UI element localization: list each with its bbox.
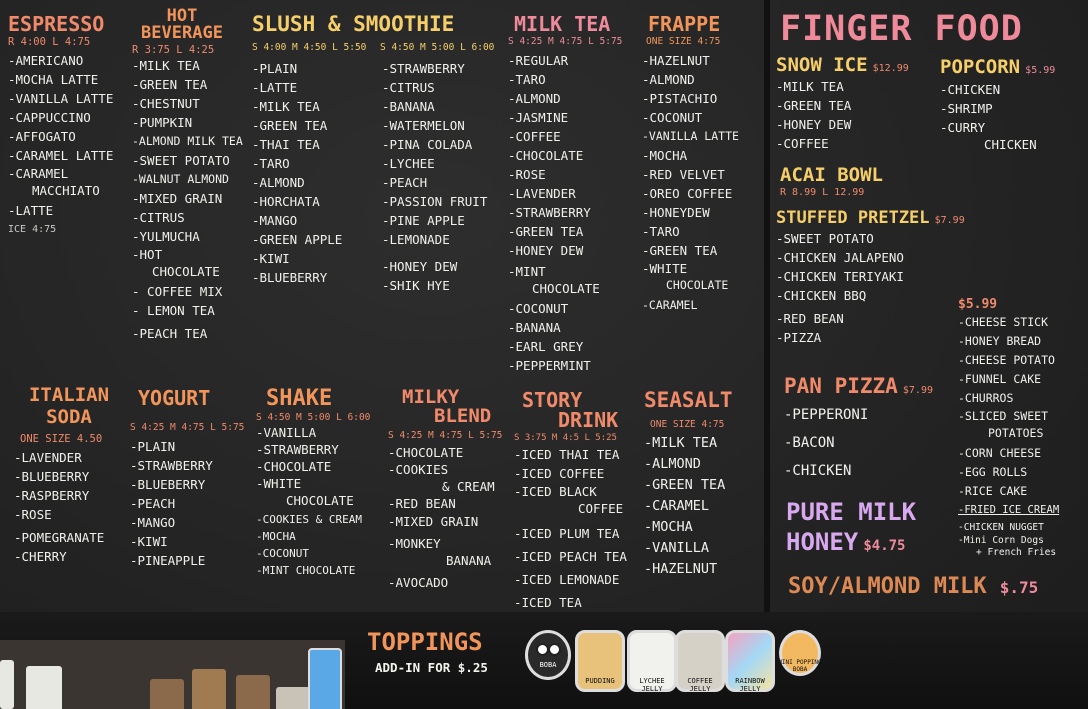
list-item: -COCONUT — [508, 301, 569, 316]
milk-tea-title: MILK TEA — [514, 12, 611, 36]
milky-list — [388, 444, 502, 592]
list-item: -SHIK HYE — [382, 278, 450, 293]
list-item: -RASPBERRY — [14, 488, 90, 503]
snacks-section — [958, 298, 1059, 561]
snow-ice-title: SNOW ICE — [776, 54, 868, 76]
yogurt-list — [130, 437, 244, 570]
shake-section — [256, 388, 370, 579]
list-item: -COOKIES — [388, 462, 449, 477]
list-item: -KIWI — [130, 534, 168, 549]
story-drink-section — [514, 390, 634, 614]
list-item: -RED BEAN — [776, 311, 844, 326]
list-item: -ROSE — [508, 167, 546, 182]
list-item: -SHRIMP — [940, 101, 993, 116]
list-item: -LAVENDER — [508, 186, 576, 201]
board-divider — [764, 0, 770, 640]
list-item: -CHEESE POTATO — [958, 353, 1055, 367]
title-line: MILKY — [402, 386, 460, 408]
coffee-jelly-icon — [675, 630, 725, 692]
item-line: COFFEE — [578, 501, 624, 516]
cup-stack — [192, 669, 226, 709]
honey-row — [786, 530, 916, 554]
espresso-title: ESPRESSO — [8, 12, 105, 36]
soy-section — [788, 576, 1038, 598]
pan-pizza-section — [784, 376, 933, 485]
pretzel-price: $7.99 — [934, 215, 965, 226]
hot-beverage-title — [132, 8, 232, 42]
snow-ice-price: $12.99 — [872, 63, 909, 74]
list-item: -ROSE — [14, 507, 52, 522]
list-item: -PEACH — [382, 175, 428, 190]
list-item: -JASMINE — [508, 110, 569, 125]
pure-milk-title: PURE MILK — [786, 498, 917, 526]
frappe-title: FRAPPE — [648, 12, 721, 36]
list-item: -VANILLA LATTE — [642, 129, 739, 143]
item-line: -WHITE — [256, 476, 302, 491]
list-item: -PUMPKIN — [132, 115, 193, 130]
list-item: -KIWI — [252, 251, 290, 266]
list-item: -HAZELNUT — [644, 561, 718, 577]
list-item: -STRAWBERRY — [130, 458, 213, 473]
list-item: -LATTE — [252, 80, 298, 95]
list-item — [8, 165, 113, 199]
list-item: -GREEN TEA — [508, 224, 584, 239]
title-line: BEVERAGE — [141, 23, 223, 43]
list-item: -PINA COLADA — [382, 137, 473, 152]
item-line: -WHITE — [642, 261, 688, 276]
yogurt-section — [130, 388, 244, 570]
list-item: -PLAIN — [130, 439, 176, 454]
list-item: -VANILLA — [644, 540, 710, 556]
frappe-price: ONE SIZE 4:75 — [646, 36, 721, 47]
list-item: -PIZZA — [776, 330, 822, 345]
list-item: -HONEY BREAD — [958, 334, 1042, 348]
list-item: -CARAMEL LATTE — [8, 148, 114, 163]
list-item: -COFFEE — [776, 136, 829, 151]
list-item: -HONEY DEW — [508, 243, 584, 258]
list-item: -GREEN TEA — [642, 243, 718, 258]
pretzel-title: STUFFED PRETZEL — [776, 208, 930, 228]
list-item: -CHESTNUT — [132, 96, 200, 111]
title-line: ITALIAN — [28, 384, 110, 406]
acai-price: R 8.99 L 12.99 — [780, 187, 865, 198]
list-item: -ALMOND MILK TEA — [132, 134, 243, 148]
list-item: -RED BEAN — [388, 496, 456, 511]
pan-pizza-list — [784, 401, 933, 485]
pan-pizza-price: $7.99 — [902, 385, 933, 396]
list-item: -PASSION FRUIT — [382, 194, 488, 209]
list-item: -PLAIN — [252, 61, 298, 76]
title-line: DRINK — [558, 408, 619, 432]
popcorn-list — [940, 80, 1055, 154]
topping-label: PUDDING — [585, 677, 615, 685]
snow-ice-section — [776, 56, 909, 153]
milk-tea-price: S 4:25 M 4:75 L 5:75 — [508, 36, 623, 47]
shake-list — [256, 424, 370, 579]
yogurt-title: YOGURT — [138, 386, 211, 410]
list-item: -PEPPERMINT — [508, 358, 591, 373]
cup-stack — [236, 675, 270, 709]
list-item: -PEPPERONI — [784, 407, 869, 423]
slush-price-b: S 4:50 M 5:00 L 6:00 — [380, 42, 495, 53]
list-item: -CURRY — [940, 120, 986, 135]
list-item: -HONEYDEW — [642, 205, 710, 220]
list-item: -BLUEBERRY — [130, 477, 206, 492]
list-item: -STRAWBERRY — [256, 442, 339, 457]
paper-cup — [0, 660, 14, 709]
pretzel-section — [776, 208, 965, 347]
cup-stack — [276, 687, 310, 709]
seasalt-price: ONE SIZE 4:75 — [650, 419, 725, 430]
item-line: -CARAMEL — [8, 166, 69, 181]
popping-boba-icon — [779, 630, 821, 676]
list-item: -COCONUT — [642, 110, 703, 125]
list-item: -WATERMELON — [382, 118, 465, 133]
list-item: -GREEN TEA — [776, 98, 852, 113]
topping-label: COFFEE JELLY — [687, 677, 713, 693]
list-item: -AFFOGATO — [8, 129, 76, 144]
list-item: -CHICKEN — [784, 463, 852, 479]
list-item: -LYCHEE — [382, 156, 435, 171]
list-item: -GREEN TEA — [644, 477, 726, 493]
snacks-list — [958, 313, 1059, 559]
espresso-price: R 4:00 L 4:75 — [8, 36, 91, 48]
hot-beverage-price: R 3:75 L 4:25 — [132, 44, 215, 56]
list-item: -LEMONADE — [382, 232, 450, 247]
list-item: -PINEAPPLE — [130, 553, 206, 568]
list-item: -COCONUT — [256, 547, 309, 560]
seasalt-section — [644, 390, 733, 580]
list-item: -RED VELVET — [642, 167, 725, 182]
toppings-section — [345, 620, 822, 709]
list-item — [508, 263, 622, 297]
list-item: -TARO — [642, 224, 680, 239]
list-item: -REGULAR — [508, 53, 569, 68]
item-line: CHOCOLATE — [152, 264, 220, 279]
list-item: -CHERRY — [14, 549, 67, 564]
list-item: -VANILLA — [256, 425, 317, 440]
honey-title: HONEY — [786, 528, 859, 556]
list-item — [642, 260, 739, 294]
item-line: CHOCOLATE — [666, 278, 729, 292]
hot-beverage-section — [132, 8, 243, 343]
list-item — [256, 475, 370, 509]
popcorn-title: POPCORN — [940, 56, 1021, 78]
list-item: -OREO COFFEE — [642, 186, 733, 201]
list-item: -CARAMEL — [642, 298, 698, 312]
list-item: -MOCHA — [644, 519, 693, 535]
list-item: -FRIED ICE CREAM — [958, 504, 1060, 516]
list-item: -SWEET POTATO — [776, 231, 874, 246]
lychee-jelly-icon — [627, 630, 677, 692]
slush-section — [252, 12, 502, 293]
list-item: -CHOCOLATE — [256, 459, 332, 474]
story-list — [514, 445, 634, 614]
list-item: -CARAMEL — [644, 498, 710, 514]
list-item: -VANILLA LATTE — [8, 91, 114, 106]
list-item: -ALMOND — [644, 456, 701, 472]
italian-soda-section — [14, 386, 124, 566]
yogurt-price: S 4:25 M 4:75 L 5:75 — [130, 422, 245, 433]
espresso-list — [8, 51, 113, 239]
list-item — [388, 535, 502, 569]
list-item: -CHEESE STICK — [958, 315, 1049, 329]
list-item: -LATTE — [8, 203, 54, 218]
list-item: - LEMON TEA — [132, 303, 215, 318]
shake-price: S 4:50 M 5:00 L 6:00 — [256, 412, 371, 423]
ice-price: ICE 4:75 — [8, 224, 57, 235]
list-item: -CHOCOLATE — [508, 148, 584, 163]
list-item: -HORCHATA — [252, 194, 320, 209]
hot-beverage-list — [132, 56, 243, 343]
item-line: + French Fries — [976, 547, 1057, 558]
list-item: -MILK TEA — [776, 79, 844, 94]
list-item: -CORN CHEESE — [958, 446, 1042, 460]
slush-list-1 — [252, 59, 342, 287]
list-item: -CHICKEN TERIYAKI — [776, 269, 904, 284]
item-line: -Mini Corn Dogs — [958, 535, 1044, 546]
list-item: -MOCHA — [642, 148, 688, 163]
list-item: -MANGO — [130, 515, 176, 530]
snow-ice-list — [776, 77, 909, 153]
list-item: -CHOCOLATE — [388, 445, 464, 460]
list-item: -GREEN TEA — [132, 77, 208, 92]
list-item: -COOKIES & CREAM — [256, 513, 362, 526]
list-item: -CHICKEN NUGGET — [958, 522, 1044, 533]
list-item: -MIXED GRAIN — [132, 191, 223, 206]
item-line: POTATOES — [988, 426, 1044, 440]
list-item: -PISTACHIO — [642, 91, 718, 106]
list-item: -COFFEE — [508, 129, 561, 144]
list-item: -PEACH — [130, 496, 176, 511]
topping-label: MINI POPPING BOBA — [778, 659, 822, 673]
list-item: -CHICKEN JALAPENO — [776, 250, 904, 265]
pretzel-list — [776, 229, 965, 347]
list-item: -POMEGRANATE — [14, 530, 105, 545]
seasalt-list — [644, 433, 733, 580]
pan-pizza-title: PAN PIZZA — [784, 374, 898, 398]
popcorn-price: $5.99 — [1025, 65, 1056, 76]
frappe-section — [642, 14, 739, 315]
soy-title: SOY/ALMOND MILK — [788, 574, 987, 599]
list-item: -TARO — [508, 72, 546, 87]
item-line: -ICED BLACK — [514, 484, 597, 499]
list-item: -MINT CHOCOLATE — [256, 564, 356, 577]
list-item: -ICED THAI TEA — [514, 447, 620, 462]
list-item — [958, 535, 1059, 559]
italian-list — [14, 448, 124, 566]
list-item: -STRAWBERRY — [508, 205, 591, 220]
list-item: -MANGO — [252, 213, 298, 228]
espresso-section — [8, 14, 113, 239]
pure-milk-section — [786, 500, 916, 554]
list-item: -CHICKEN — [940, 82, 1001, 97]
title-line: HOT — [166, 6, 198, 26]
rainbow-jelly-icon — [725, 630, 775, 692]
story-price: S 3:75 M 4:5 L 5:25 — [514, 433, 617, 443]
list-item: -ALMOND — [642, 72, 695, 87]
list-item: -ALMOND — [508, 91, 561, 106]
list-item: CHICKEN — [984, 137, 1037, 152]
milky-blend-section — [388, 388, 502, 592]
list-item: -CHURROS — [958, 391, 1014, 405]
item-line: CHOCOLATE — [532, 281, 600, 296]
italian-price: ONE SIZE 4.50 — [20, 433, 103, 445]
list-item: -MILK TEA — [132, 58, 200, 73]
list-item: -MOCHA LATTE — [8, 72, 99, 87]
slush-title: SLUSH & SMOOTHIE — [252, 12, 455, 36]
list-item: -BLUEBERRY — [252, 270, 328, 285]
milk-tea-list — [508, 51, 622, 375]
list-item: -ICED PEACH TEA — [514, 549, 627, 564]
topping-label: LYCHEE JELLY — [639, 677, 665, 693]
toppings-addin: ADD-IN FOR $.25 — [375, 660, 488, 675]
list-item: -BLUEBERRY — [14, 469, 90, 484]
list-item: -MOCHA — [256, 530, 296, 543]
topping-label: RAINBOW JELLY — [735, 677, 765, 693]
title-line: STORY — [522, 388, 583, 412]
pudding-icon — [575, 630, 625, 692]
item-line: -MONKEY — [388, 536, 441, 551]
list-item: -THAI TEA — [252, 137, 320, 152]
topping-label: BOBA — [539, 661, 557, 669]
slush-list-2 — [382, 59, 487, 295]
list-item: -MIXED GRAIN — [388, 514, 479, 529]
paper-cup — [26, 666, 62, 709]
list-item: -AMERICANO — [8, 53, 84, 68]
list-item: -ICED LEMONADE — [514, 572, 620, 587]
item-line: -HOT — [132, 247, 163, 262]
list-item: -YULMUCHA — [132, 229, 200, 244]
story-title — [514, 390, 634, 430]
italian-title — [14, 386, 124, 427]
title-line: BLEND — [434, 405, 492, 427]
snacks-price: $5.99 — [958, 297, 998, 312]
list-item: -RICE CAKE — [958, 484, 1028, 498]
list-item: -CAPPUCCINO — [8, 110, 91, 125]
frappe-list — [642, 51, 739, 315]
acai-title: ACAI BOWL — [780, 164, 883, 186]
list-item: -ICED TEA — [514, 595, 582, 610]
list-item: -GREEN APPLE — [252, 232, 343, 247]
list-item: -HONEY DEW — [382, 259, 458, 274]
title-line: SODA — [46, 406, 92, 428]
item-line: MACCHIATO — [32, 183, 100, 198]
finger-food-title: FINGER FOOD — [780, 9, 1023, 49]
item-line: -MINT — [508, 264, 546, 279]
eye-icon — [548, 643, 561, 656]
item-line: -SLICED SWEET — [958, 409, 1049, 423]
milky-price: S 4:25 M 4:75 L 5:75 — [388, 430, 503, 441]
list-item: -WALNUT ALMOND — [132, 172, 229, 186]
list-item: -HAZELNUT — [642, 53, 710, 68]
toppings-title: TOPPINGS — [367, 628, 483, 656]
item-line: CHOCOLATE — [286, 493, 354, 508]
list-item: -AVOCADO — [388, 575, 449, 590]
list-item — [132, 246, 243, 280]
list-item: & CREAM — [442, 479, 495, 494]
list-item: -SWEET POTATO — [132, 153, 230, 168]
list-item: -HONEY DEW — [776, 117, 852, 132]
seasalt-title: SEASALT — [644, 388, 733, 412]
acai-section — [780, 166, 883, 199]
list-item: -FUNNEL CAKE — [958, 372, 1042, 386]
slush-price-a: S 4:00 M 4:50 L 5:50 — [252, 42, 367, 53]
list-item: -ICED COFFEE — [514, 466, 605, 481]
list-item: -MILK TEA — [644, 435, 718, 451]
list-item: -CHICKEN BBQ — [776, 288, 867, 303]
cup-stack — [150, 679, 184, 709]
phone-device — [308, 648, 342, 709]
list-item: - COFFEE MIX — [132, 284, 223, 299]
shake-title: SHAKE — [266, 386, 333, 411]
list-item: -BANANA — [508, 320, 561, 335]
list-item: -PINE APPLE — [382, 213, 465, 228]
milk-price: $4.75 — [863, 538, 906, 554]
milk-tea-section — [508, 14, 622, 375]
list-item: -LAVENDER — [14, 450, 82, 465]
popcorn-section — [940, 58, 1055, 154]
item-line: BANANA — [446, 553, 492, 568]
list-item: -PEACH TEA — [132, 326, 208, 341]
list-item: -EARL GREY — [508, 339, 584, 354]
list-item: -BACON — [784, 435, 835, 451]
list-item — [514, 483, 634, 517]
soy-price: $.75 — [999, 578, 1039, 597]
list-item: -TARO — [252, 156, 290, 171]
boba-icon — [525, 630, 571, 680]
list-item: -EGG ROLLS — [958, 465, 1028, 479]
list-item: -GREEN TEA — [252, 118, 328, 133]
milky-title — [388, 388, 500, 426]
list-item: -ALMOND — [252, 175, 305, 190]
list-item: -BANANA — [382, 99, 435, 114]
list-item: -CITRUS — [132, 210, 185, 225]
list-item: -ICED PLUM TEA — [514, 526, 620, 541]
list-item: -CITRUS — [382, 80, 435, 95]
list-item — [958, 408, 1059, 442]
list-item: -MILK TEA — [252, 99, 320, 114]
list-item: -STRAWBERRY — [382, 61, 465, 76]
